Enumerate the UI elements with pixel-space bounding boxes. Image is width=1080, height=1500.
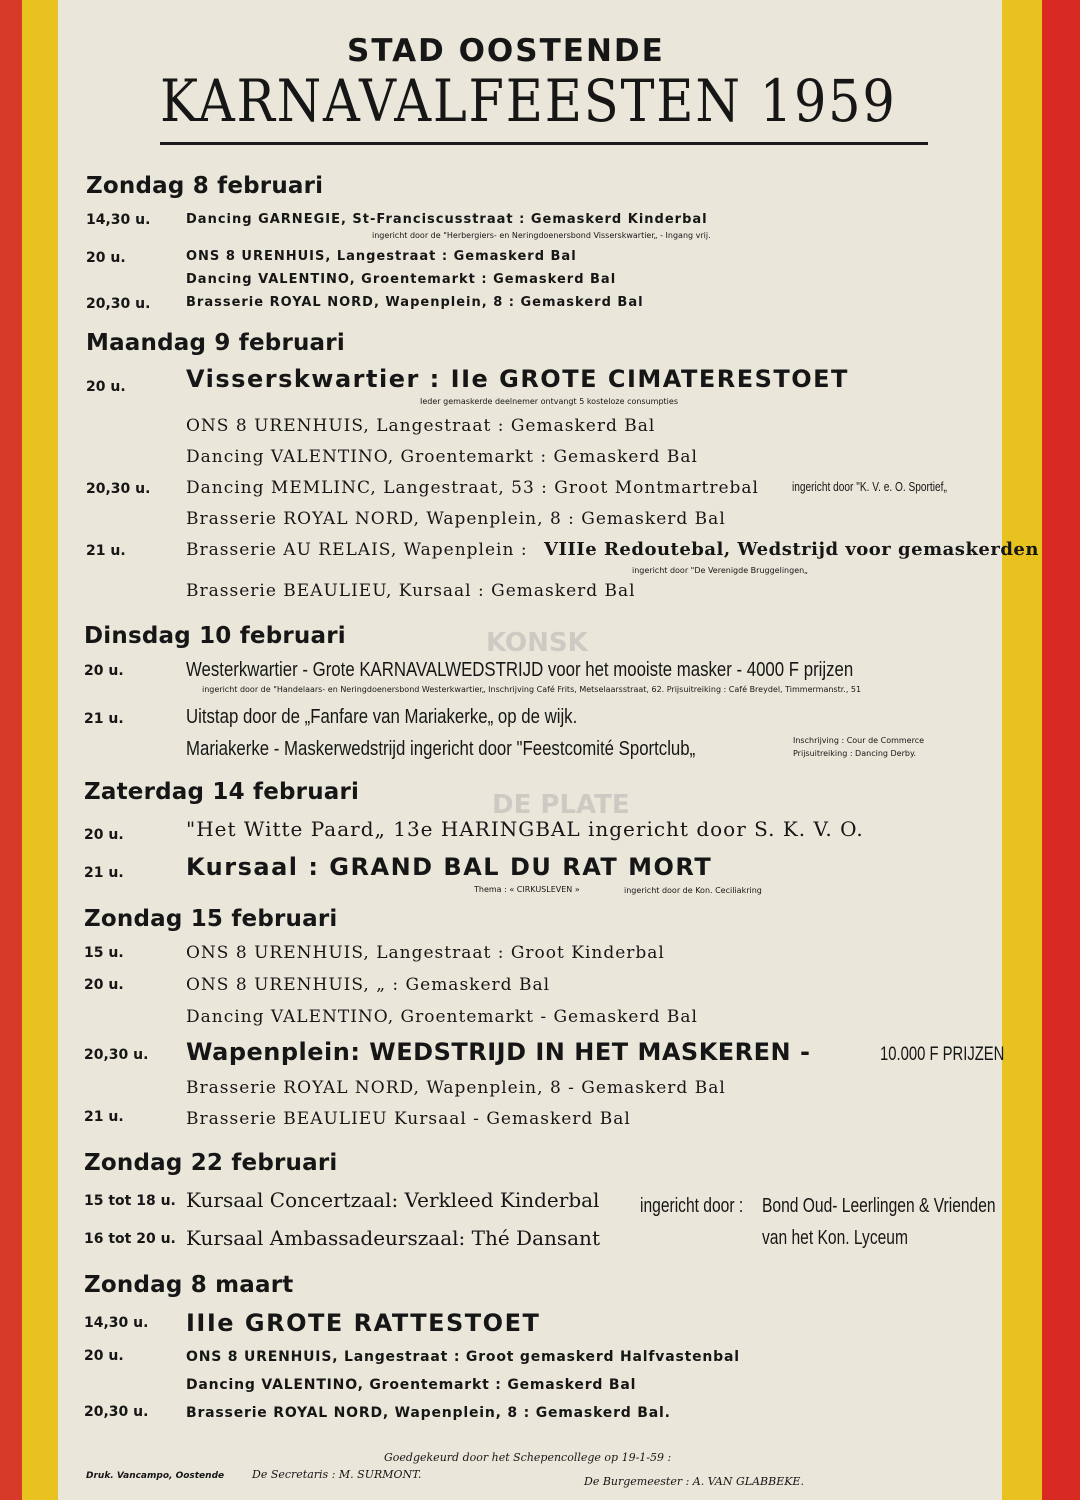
event-text: Dancing MEMLINC, Langestraat, 53 : Groot Montmartrebal [186, 478, 759, 498]
day-heading: Zondag 8 maart [84, 1272, 294, 1298]
event-text: IIIe GROTE RATTESTOET [186, 1309, 541, 1337]
event-note: ingericht door de "Handelaars- en Neringdoenersbond Westerkwartier„ Inschrijving Café Frits, Metselaarsstraat, 62. Prijsuitreiking : Café Breydel, Timmermanstr., 51 [202, 685, 862, 694]
event-note: Bond Oud- Leerlingen & Vrienden [762, 1195, 996, 1217]
watermark-bottom: DE PLATE [492, 790, 630, 820]
day-heading: Dinsdag 10 februari [84, 623, 346, 649]
event-text: ONS 8 URENHUIS, „ : Gemaskerd Bal [186, 975, 551, 995]
event-text: Kursaal Ambassadeurszaal: Thé Dansant [186, 1226, 600, 1250]
event-note: van het Kon. Lyceum [762, 1227, 908, 1249]
time: 21 u. [84, 711, 124, 727]
event-note: 10.000 F PRIJZEN [880, 1044, 1005, 1065]
yellow-border-left [22, 0, 58, 1500]
time: 20 u. [84, 663, 124, 679]
time: 15 u. [84, 945, 124, 961]
time: 20,30 u. [86, 296, 151, 312]
day-heading: Maandag 9 februari [86, 330, 345, 356]
event-note: ingericht door "De Verenigde Bruggelingen„ [632, 566, 808, 575]
event-text: Kursaal : GRAND BAL DU RAT MORT [186, 853, 713, 881]
event-text: Brasserie ROYAL NORD, Wapenplein, 8 : Gemaskerd Bal [186, 509, 726, 529]
event-text: Brasserie ROYAL NORD, Wapenplein, 8 : Gemaskerd Bal [186, 295, 644, 310]
event-note: ingericht door de Kon. Ceciliakring [624, 886, 762, 895]
yellow-border-right [1002, 0, 1042, 1500]
event-text: Kursaal Concertzaal: Verkleed Kinderbal [186, 1188, 600, 1212]
event-text: Dancing GARNEGIE, St-Franciscusstraat : Gemaskerd Kinderbal [186, 212, 708, 227]
event-text: Uitstap door de „Fanfare van Mariakerke„ op de wijk. [186, 706, 578, 728]
event-note: Thema : « CIRKUSLEVEN » [474, 885, 580, 894]
approval-note: Goedgekeurd door het Schepencollege op 19-1-59 : [384, 1451, 672, 1464]
event-text: Brasserie BEAULIEU Kursaal - Gemaskerd Bal [186, 1109, 631, 1129]
time: 15 tot 18 u. [84, 1193, 176, 1209]
time: 20 u. [84, 1348, 124, 1364]
event-note: ingericht door : [640, 1195, 744, 1217]
event-text: Brasserie BEAULIEU, Kursaal : Gemaskerd Bal [186, 581, 636, 601]
time: 21 u. [84, 1109, 124, 1125]
event-text: Brasserie ROYAL NORD, Wapenplein, 8 - Gemaskerd Bal [186, 1078, 726, 1098]
event-text: ONS 8 URENHUIS, Langestraat : Gemaskerd Bal [186, 416, 656, 436]
time: 20 u. [84, 977, 124, 993]
red-border-left [0, 0, 22, 1500]
event-text: Dancing VALENTINO, Groentemarkt - Gemaskerd Bal [186, 1007, 698, 1027]
event-text: Brasserie AU RELAIS, Wapenplein : [186, 540, 528, 560]
event-text: Brasserie ROYAL NORD, Wapenplein, 8 : Gemaskerd Bal. [186, 1405, 671, 1421]
secretary: De Secretaris : M. SURMONT. [252, 1468, 422, 1481]
event-text: Visserskwartier : IIe GROTE CIMATERESTOET [186, 365, 849, 393]
main-title: KARNAVALFEESTEN 1959 [160, 67, 897, 135]
time: 21 u. [84, 865, 124, 881]
event-text: Dancing VALENTINO, Groentemarkt : Gemaskerd Bal [186, 447, 698, 467]
event-text: "Het Witte Paard„ 13e HARINGBAL ingericht door S. K. V. O. [186, 817, 864, 841]
time: 14,30 u. [86, 212, 151, 228]
event-text: Dancing VALENTINO, Groentemarkt : Gemaskerd Bal [186, 272, 617, 287]
event-text: Westerkwartier - Grote KARNAVALWEDSTRIJD voor het mooiste masker - 4000 F prijzen [186, 659, 854, 681]
time: 16 tot 20 u. [84, 1231, 176, 1247]
event-note: ingericht door "K. V. e. O. Sportief„ [792, 479, 947, 494]
red-border-right [1042, 0, 1080, 1500]
day-heading: Zondag 8 februari [86, 173, 324, 199]
event-text: ONS 8 URENHUIS, Langestraat : Groot Kinderbal [186, 943, 665, 963]
time: 20,30 u. [84, 1047, 149, 1063]
printer: Druk. Vancampo, Oostende [86, 1471, 225, 1481]
event-note: Prijsuitreiking : Dancing Derby. [793, 749, 917, 758]
time: 20 u. [86, 250, 126, 266]
mayor: De Burgemeester : A. VAN GLABBEKE. [584, 1475, 804, 1488]
event-text: Mariakerke - Maskerwedstrijd ingericht door "Feestcomité Sportclub„ [186, 738, 696, 760]
time: 20 u. [84, 827, 124, 843]
city-heading: STAD OOSTENDE [347, 33, 665, 69]
title-underline [160, 142, 928, 145]
event-text: ONS 8 URENHUIS, Langestraat : Groot gemaskerd Halfvastenbal [186, 1349, 740, 1365]
event-text: ONS 8 URENHUIS, Langestraat : Gemaskerd Bal [186, 249, 577, 264]
event-note: ingericht door de "Herbergiers- en Neringdoenersbond Visserskwartier„ - Ingang vrij. [372, 231, 711, 240]
time: 20,30 u. [86, 481, 151, 497]
event-text: VIIIe Redoutebal, Wedstrijd voor gemaskerden [544, 539, 1039, 560]
day-heading: Zaterdag 14 februari [84, 779, 360, 805]
watermark-top: KONSK [486, 628, 588, 658]
event-note: Inschrijving : Cour de Commerce [793, 736, 925, 745]
time: 14,30 u. [84, 1315, 149, 1331]
event-text: Wapenplein: WEDSTRIJD IN HET MASKEREN - [186, 1038, 811, 1066]
time: 20 u. [86, 379, 126, 395]
time: 21 u. [86, 543, 126, 559]
day-heading: Zondag 22 februari [84, 1150, 338, 1176]
event-note: Ieder gemaskerde deelnemer ontvangt 5 kosteloze consumpties [420, 397, 678, 406]
event-text: Dancing VALENTINO, Groentemarkt : Gemaskerd Bal [186, 1377, 637, 1393]
time: 20,30 u. [84, 1404, 149, 1420]
day-heading: Zondag 15 februari [84, 906, 338, 932]
